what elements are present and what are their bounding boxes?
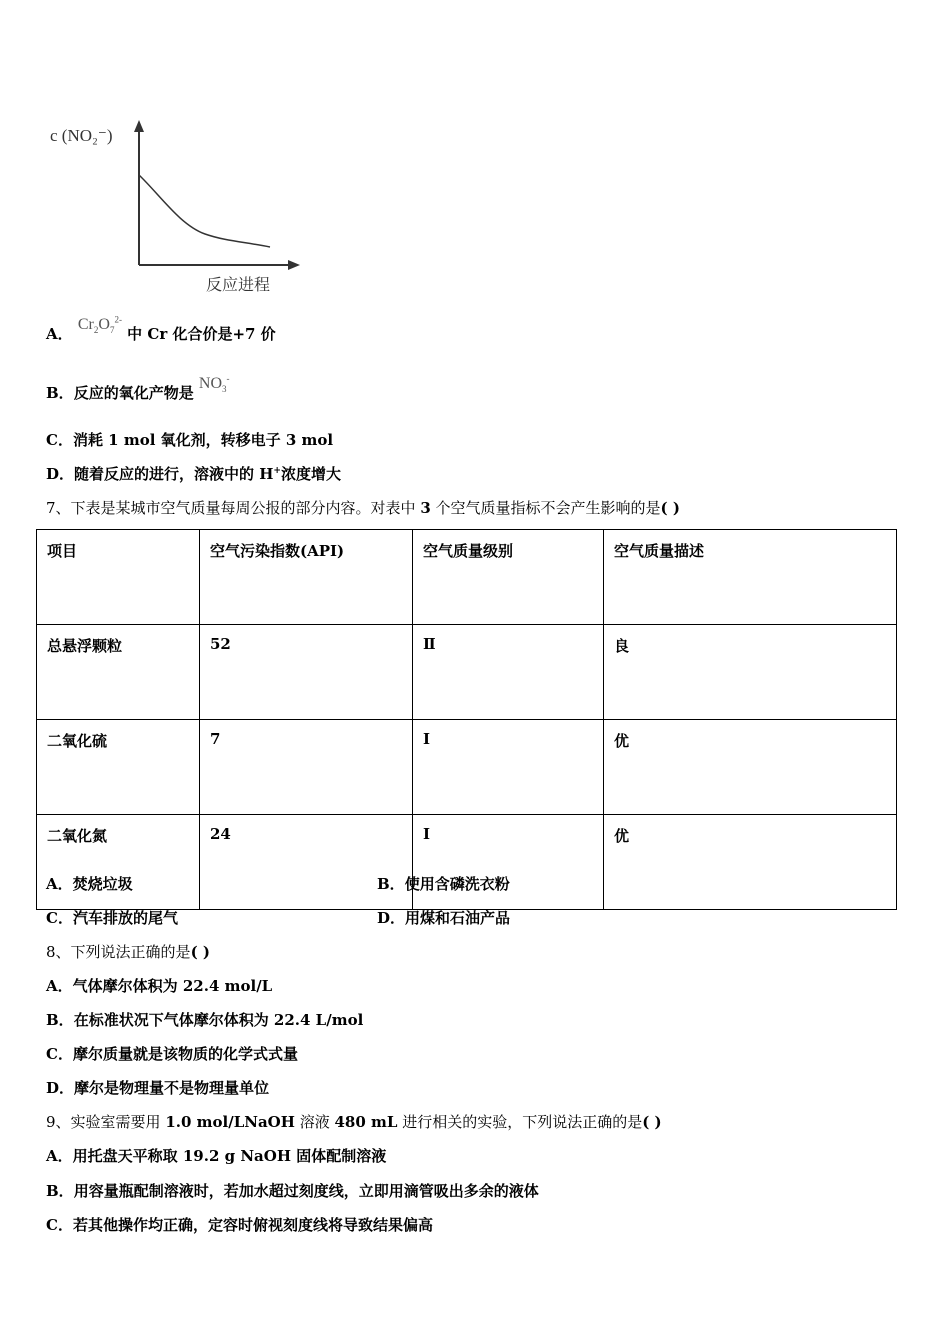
question-number: 9、: [46, 1113, 71, 1131]
option-text: 消耗 1 mol 氧化剂，转移电子 3 mol: [72, 431, 334, 449]
table-header-row: [37, 530, 897, 625]
option-label: D．: [377, 909, 406, 927]
q9-option-c: [46, 1214, 433, 1235]
dichromate-formula: $Cr_2O_7^{2-}$: [77, 314, 122, 336]
question-text-cont: 溶液: [294, 1113, 335, 1131]
option-label: A．: [46, 325, 73, 343]
question-text: 实验室需要用: [70, 1113, 166, 1131]
q7-stem: [46, 497, 680, 518]
question-bold-2: 480 mL: [334, 1113, 398, 1131]
option-label: C．: [46, 1216, 73, 1234]
question-text: 下列说法正确的是: [70, 943, 191, 961]
table-cell: 良: [604, 625, 897, 720]
question-number: 8、: [46, 943, 71, 961]
option-label: C．: [46, 1045, 73, 1063]
decay-curve: [139, 175, 270, 247]
answer-bracket: ( ): [660, 499, 680, 517]
question-bold: 1.0 mol/LNaOH: [165, 1113, 295, 1131]
option-text: 中 Cr 化合价是+7 价: [121, 325, 276, 343]
table-cell: 二氧化氮: [37, 815, 200, 910]
option-text: 在标准状况下气体摩尔体积为 22.4 L/mol: [73, 1011, 364, 1029]
q7-option-c: [46, 907, 178, 928]
question-text-cont-2: 进行相关的实验，下列说法正确的是: [397, 1113, 643, 1131]
nitrate-formula: $NO_3^-$: [198, 373, 230, 395]
table-cell: 52: [200, 625, 413, 720]
table-header-cell: 空气污染指数(API): [200, 530, 413, 625]
q6-option-a: [46, 314, 276, 345]
option-text: 焚烧垃圾: [72, 875, 133, 893]
option-label: D．: [46, 465, 75, 483]
q7-option-b: [377, 873, 510, 894]
q9-stem: [46, 1111, 662, 1132]
option-label: B．: [46, 1182, 74, 1200]
question-number: 7、: [46, 499, 71, 517]
table-row: [37, 625, 897, 720]
option-text: 摩尔质量就是该物质的化学式式量: [72, 1045, 298, 1063]
q9-option-a: [46, 1145, 386, 1166]
option-label: B．: [377, 875, 405, 893]
table-cell: 优: [604, 815, 897, 910]
q6-option-b: [46, 373, 230, 404]
table-cell: 二氧化硫: [37, 720, 200, 815]
option-text: 用容量瓶配制溶液时，若加水超过刻度线，立即用滴管吸出多余的液体: [73, 1182, 539, 1200]
table-cell: I: [413, 815, 604, 910]
table-cell: I: [413, 720, 604, 815]
x-axis-arrow: [288, 260, 300, 270]
q7-option-d: [377, 907, 510, 928]
y-axis-arrow: [134, 120, 144, 132]
table-header-cell: 项目: [37, 530, 200, 625]
option-text: 随着反应的进行，溶液中的 H: [74, 465, 274, 483]
table-cell: Ⅱ: [413, 625, 604, 720]
table-cell: 7: [200, 720, 413, 815]
table-row: [37, 815, 897, 910]
option-label: C．: [46, 431, 73, 449]
question-bold-num: 3: [420, 499, 431, 517]
q7-option-a: [46, 873, 133, 894]
table-row: [37, 720, 897, 815]
option-label: A．: [46, 977, 73, 995]
option-text: 若其他操作均正确，定容时俯视刻度线将导致结果偏高: [72, 1216, 433, 1234]
q9-option-b: [46, 1180, 539, 1201]
option-text: 反应的氧化产物是: [73, 384, 199, 402]
answer-bracket: ( ): [642, 1113, 662, 1131]
option-text: 气体摩尔体积为 22.4 mol/L: [72, 977, 273, 995]
table-cell: 总悬浮颗粒: [37, 625, 200, 720]
option-text: 用煤和石油产品: [405, 909, 511, 927]
y-axis-label: c (NO₂⁻): [50, 126, 113, 145]
q8-option-c: [46, 1043, 298, 1064]
option-text-cont: 浓度增大: [280, 465, 341, 483]
option-label: A．: [46, 875, 73, 893]
q8-option-b: [46, 1009, 363, 1030]
x-axis-label: 反应进程: [206, 275, 271, 294]
option-label: D．: [46, 1079, 75, 1097]
option-text: 摩尔是物理量不是物理量单位: [74, 1079, 270, 1097]
option-label: B．: [46, 1011, 74, 1029]
q6-option-c: [46, 429, 333, 450]
superscript: +: [273, 466, 281, 476]
question-text: 下表是某城市空气质量每周公报的部分内容。对表中: [70, 499, 421, 517]
table-header-cell: 空气质量级别: [413, 530, 604, 625]
option-text: 使用含磷洗衣粉: [404, 875, 510, 893]
concentration-graph: [40, 110, 310, 300]
question-text-cont: 个空气质量指标不会产生影响的是: [430, 499, 661, 517]
table-cell: 优: [604, 720, 897, 815]
table-header-cell: 空气质量描述: [604, 530, 897, 625]
q8-option-d: [46, 1077, 269, 1098]
option-label: B．: [46, 384, 74, 402]
q8-option-a: [46, 975, 272, 996]
answer-bracket: ( ): [190, 943, 210, 961]
option-label: A．: [46, 1147, 73, 1165]
air-quality-table: [36, 529, 897, 910]
table-cell: 24: [200, 815, 413, 910]
q6-option-d: [46, 463, 341, 484]
option-text: 用托盘天平称取 19.2 g NaOH 固体配制溶液: [72, 1147, 387, 1165]
option-text: 汽车排放的尾气: [72, 909, 178, 927]
q8-stem: [46, 941, 210, 962]
option-label: C．: [46, 909, 73, 927]
